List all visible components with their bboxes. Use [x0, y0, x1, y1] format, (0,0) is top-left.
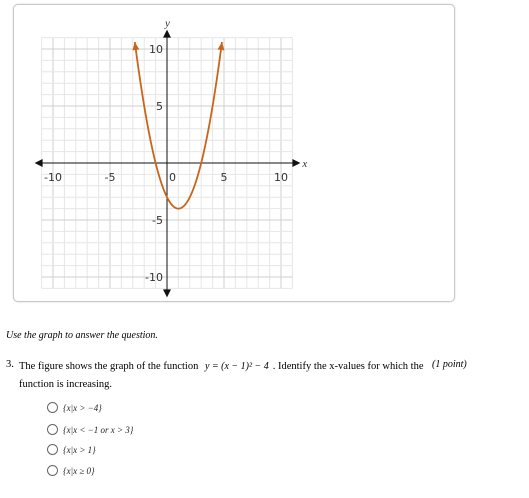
- question-text-before: The figure shows the graph of the function: [19, 361, 199, 372]
- radio-button[interactable]: [47, 424, 58, 435]
- radio-button[interactable]: [47, 465, 58, 476]
- graph-container: [13, 4, 455, 302]
- x-tick-label: 5: [220, 171, 228, 184]
- y-tick-label: 10: [149, 43, 163, 56]
- radio-button[interactable]: [47, 444, 58, 455]
- radio-button[interactable]: [47, 402, 58, 413]
- y-axis-arrow-down: [163, 289, 171, 297]
- y-axis-label: y: [165, 17, 170, 30]
- option-label: {x|x < −1 or x > 3}: [63, 424, 134, 435]
- x-axis-label: x: [302, 158, 308, 170]
- question-formula: y = (x − 1)² − 4: [204, 361, 269, 372]
- question-points: (1 point): [432, 359, 467, 370]
- x-tick-label: 10: [274, 171, 288, 184]
- instruction-text: Use the graph to answer the question.: [6, 330, 158, 341]
- answer-option-2[interactable]: [47, 424, 133, 435]
- x-tick-label: 0: [169, 171, 176, 184]
- graph-axes: [35, 30, 301, 298]
- y-tick-label: 5: [156, 100, 163, 113]
- option-label: {x|x ≥ 0}: [63, 465, 95, 476]
- x-tick-label: -5: [104, 171, 116, 184]
- y-axis-arrow-up: [163, 30, 171, 38]
- y-tick-label: -5: [152, 214, 163, 227]
- question-text: [19, 358, 424, 394]
- answer-option-1[interactable]: [47, 402, 102, 413]
- x-axis-arrow-left: [35, 159, 43, 167]
- question-number: 3.: [6, 359, 14, 370]
- answer-option-3[interactable]: [47, 444, 96, 455]
- function-graph: [14, 5, 456, 303]
- x-axis-arrow-right: [292, 159, 300, 167]
- question-text-after: . Identify the x-values for which the function is increasing.: [19, 361, 424, 390]
- option-label: {x|x > −4}: [63, 402, 102, 413]
- answer-option-4[interactable]: [47, 465, 95, 476]
- y-tick-label: -10: [145, 271, 163, 284]
- graph-labels: [44, 18, 307, 284]
- option-label: {x|x > 1}: [63, 444, 96, 455]
- x-tick-label: -10: [44, 171, 62, 184]
